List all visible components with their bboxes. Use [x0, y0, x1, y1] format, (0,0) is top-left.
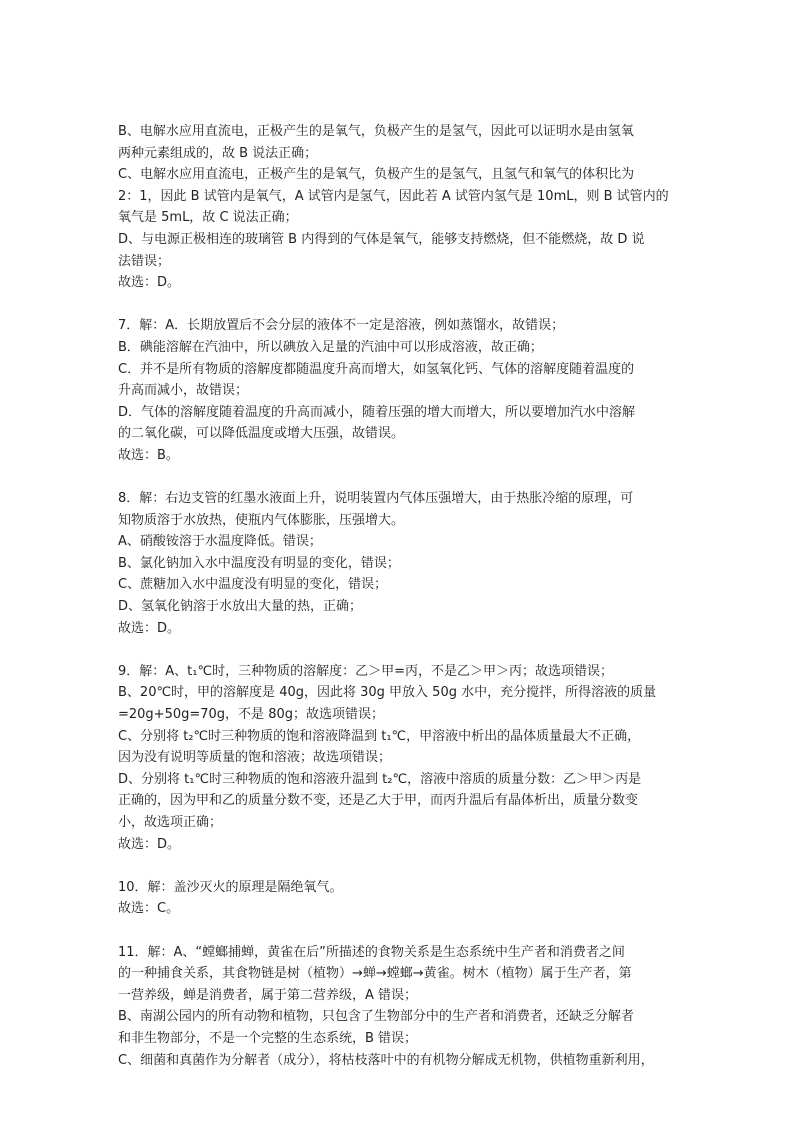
text-line: C、细菌和真菌作为分解者（成分），将枯枝落叶中的有机物分解成无机物，供植物重新利用，	[118, 1052, 654, 1068]
text-line: C、分别将 t₂℃时三种物质的饱和溶液降温到 t₁℃，甲溶液中析出的晶体质量最大不正确，	[118, 728, 641, 744]
text-line: 11．解：A、“螳螂捕蝉，黄雀在后”所描述的食物关系是生态系统中生产者和消费者之间	[118, 944, 625, 960]
document-page	[118, 121, 678, 1071]
paragraph-gap	[118, 294, 678, 316]
text-line: B．碘能溶解在汽油中，所以碘放入足量的汽油中可以形成溶液，故正确；	[118, 339, 543, 355]
text-line: 9．解：A、t₁℃时，三种物质的溶解度：乙＞甲=丙，不是乙＞甲＞丙；故选项错误；	[118, 663, 613, 679]
text-line: 故选：D。	[118, 620, 181, 636]
text-line: 知物质溶于水放热，使瓶内气体膨胀，压强增大。	[118, 512, 405, 528]
text-line: 两种元素组成的，故 B 说法正确；	[118, 145, 318, 161]
text-line: 法错误；	[118, 253, 171, 269]
text-line: 7．解：A．长期放置后不会分层的液体不一定是溶液，例如蒸馏水，故错误；	[118, 318, 565, 334]
text-line: 10．解：盖沙灭火的原理是隔绝氧气。	[118, 879, 343, 895]
text-line: 故选：B。	[118, 447, 179, 463]
text-line: 和非生物部分，不是一个完整的生态系统，B 错误；	[118, 1030, 418, 1046]
text-line: D．气体的溶解度随着温度的升高而减小，随着压强的增大而增大，所以要增加汽水中溶解	[118, 404, 636, 420]
text-line: C、电解水应用直流电，正极产生的是氧气，负极产生的是氢气，且氢气和氧气的体积比为	[118, 167, 635, 183]
paragraph-gap	[118, 920, 678, 942]
text-line: 正确的，因为甲和乙的质量分数不变，还是乙大于甲，而丙升温后有晶体析出，质量分数变	[118, 793, 639, 809]
text-line: D、与电源正极相连的玻璃管 B 内得到的气体是氧气，能够支持燃烧，但不能燃烧，故 D 说	[118, 231, 645, 247]
text-line: 小，故选项正确；	[118, 815, 223, 830]
text-line: 故选：D。	[118, 836, 181, 852]
text-line: B、电解水应用直流电，正极产生的是氧气，负极产生的是氢气，因此可以证明水是由氢氧	[118, 124, 634, 139]
text-line: 故选：C。	[118, 901, 180, 917]
paragraph-gap	[118, 639, 678, 661]
text-line: D、分别将 t₁℃时三种物质的饱和溶液升温到 t₂℃，溶液中溶质的质量分数：乙＞甲＞丙是	[118, 771, 642, 787]
text-line: B、南湖公园内的所有动物和植物，只包含了生物部分中的生产者和消费者，还缺乏分解者	[118, 1009, 634, 1025]
text-line: 的二氧化碳，可以降低温度或增大压强，故错误。	[118, 426, 405, 442]
text-line: 故选：D。	[118, 275, 181, 291]
text-line: C．并不是所有物质的溶解度都随温度升高而增大，如氢氧化钙、气体的溶解度随着温度的	[118, 361, 635, 377]
text-line: A、硝酸铵溶于水温度降低。错误；	[118, 534, 322, 550]
paragraph-gap	[118, 467, 678, 489]
text-line: B、20℃时，甲的溶解度是 40g，因此将 30g 甲放入 50g 水中，充分搅拌，所得溶液的质量	[118, 685, 657, 701]
text-line: 因为没有说明等质量的饱和溶液；故选项错误；	[118, 750, 392, 766]
text-line: 2：1，因此 B 试管内是氧气，A 试管内是氢气，因此若 A 试管内氢气是 10mL，则 B 试管内的	[118, 188, 669, 204]
paragraph-gap	[118, 855, 678, 877]
text-line: C、蔗糖加入水中温度没有明显的变化，错误；	[118, 577, 388, 593]
text-line: 8．解：右边支管的红墨水液面上升，说明装置内气体压强增大，由于热胀冷缩的原理，可	[118, 491, 634, 507]
text-line: 的一种捕食关系，其食物链是树（植物）→蝉→螳螂→黄雀。树木（植物）属于生产者，第	[118, 966, 632, 982]
text-line: =20g+50g=70g，不是 80g；故选项错误；	[118, 707, 384, 723]
text-line: 氧气是 5mL，故 C 说法正确；	[118, 210, 298, 226]
text-line: 一营养级，蝉是消费者，属于第二营养级，A 错误；	[118, 987, 418, 1003]
text-line: 升高而减小，故错误；	[118, 383, 249, 399]
text-line: D、氢氧化钠溶于水放出大量的热，正确；	[118, 599, 363, 615]
text-line: B、氯化钠加入水中温度没有明显的变化，错误；	[118, 555, 400, 571]
